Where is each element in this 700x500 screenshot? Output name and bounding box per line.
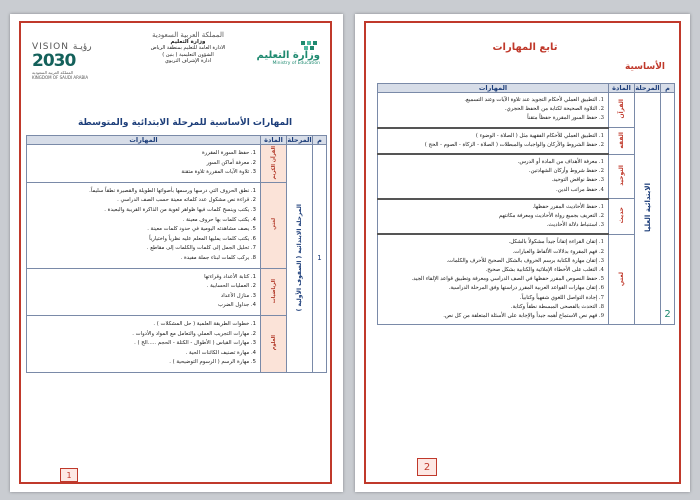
subject-cell: لغتي (261, 182, 287, 268)
subject-cell: لغتي (609, 234, 635, 324)
moe-logo: وزارة التعليم Ministry of Education (256, 50, 320, 66)
subject-cell: التوحيد (609, 154, 635, 199)
stage-cell: الابتدائية العليا (635, 93, 661, 325)
header-num: م (661, 84, 675, 93)
skills-table (26, 135, 327, 373)
skills-cell: 1. خطوات الطريقة العلمية ( حل المشكلات ) . 2. مهارات التجريب العملي والتعامل مع المواد والأدوات . 3. مهارات القياس ( الأطوال - الكتلة - الحجم .....الخ ) . 4. مهارة تصنيف الكائنات الحية . 5. مهارة الرسم ( الرسوم التوضيحية ) . (27, 315, 261, 372)
row-number: 2 (661, 93, 675, 325)
table-header-row (378, 84, 675, 93)
table-header-row (27, 136, 327, 145)
subject-cell: الفقه (609, 128, 635, 154)
header-subject: المادة (609, 84, 635, 93)
directorate-name: الادارة العامة للتعليم بمنطقة الرياض (150, 45, 226, 51)
header-skills: المهارات (378, 84, 609, 93)
table-row (378, 199, 675, 235)
supervision-name: ادارة الإشراف التربوي (164, 58, 212, 64)
header-skills: المهارات (27, 136, 261, 145)
page-number: 1 (60, 468, 78, 482)
table-row (27, 145, 327, 183)
skills-cell: 1. معرفة الأهداف من المادة أو الدرس. 2. حفظ شروط وأركان الشهادتين. 3. حفظ نواقض التوحيد. 4. حفظ مراتب الدين. (378, 154, 609, 199)
skills-cell: 1. إتقان القراءة إتقاناً جيداً مشكولاً بالشكل. 2. فهم المقروء بدلالات الألفاظ والعبارات. 3. إتقان مهارة الكتابة برسم الحروف بالشكل الصحيح للأحرف والكلمات. 4. التغلب على الأخطاء الإملائية والكتابية بشكل صحيح. 5. حفظ النصوص المقرر حفظها في الصف الدراسي ومعرفة وتطبيق قواعد الإلقاء الجيد. 6. إتقان مهارات القواعد العربية المقرر دراستها وفق المرحلة الدراسية. 7. إجادة التواصل اللغوي شفهياً وكتابياً. 8. التحدث بالفصحى المبسطة نطقاً وكتابة. 9. فهم نص الاستماع أهمه جيداً والإجابة على الأسئلة المتعلقة من كل نص. (378, 234, 609, 324)
affairs-name: الشؤون التعليمية ( بنين ) (162, 51, 214, 58)
table-row (27, 315, 327, 372)
subject-cell: القرآن (609, 93, 635, 128)
skills-cell: 1. حفظ السورة المقررة 2. معرفة أماكن السور 3. تلاوة الآيات المقررة تلاوة متقنة (27, 145, 261, 183)
page-number: 2 (417, 458, 437, 476)
page-title: المهارات الأساسية للمرحلة الابتدائية والمتوسطة (77, 118, 293, 128)
subject-cell: حديث (609, 199, 635, 235)
skills-cell: 1. حفظ الأحاديث المقرر حفظها. 2. التعريف بجميع رواة الأحاديث ومعرفة مكانتهم 3. استنباط دلالة الأحاديث. (378, 199, 609, 235)
ministry-name: وزارة التعليم (170, 38, 206, 45)
skills-table (377, 83, 675, 325)
skills-cell: 1. نطق الحروف التي درسها ورسمها بأصواتها الطويلة والقصيرة نطقاً سليماً. 2. قراءة نص مشكول عدد كلماته معينة حسب الصف الدراسي . 3. يكتب وينسخ كلمات فيها ظواهر لغوية من الذاكرة القريبة والبعيدة . 4. يكتب كلمات بها حروف معينة . 5. يصف مشاهدته اليومية في حدود كلمات معينة . 6. يكتب كلمات يمليها المعلم عليه نظرياً واختيارياً 7. تحليل الجمل إلى كلمات والكلمات إلى مقاطع . 8. يركب كلمات لبناء جملة مفيدة . (27, 182, 261, 268)
row-number: 1 (313, 145, 327, 373)
table-row (378, 234, 675, 324)
vision-2030-logo: VISION رؤيـة 2030 المملكة العربية السعودية KINGDOM OF SAUDI ARABIA (32, 42, 92, 80)
table-row (27, 182, 327, 268)
skills-cell: 1. التطبيق العملي لأحكام التجويد عند تلاوة الآيات وعند التسميع. 2. التلاوة الصحيحة لكتابة من الحفظ الحجري. 3. حفظ السور المقررة حفظاً متقناً (378, 93, 609, 128)
page-title: تابع المهارات (492, 42, 558, 53)
skills-cell: 1. كتابة الأعداد وقراءتها 2. العمليات الحسابية . 3. منازل الأعداد 4. جداول الضرب (27, 268, 261, 315)
kingdom-name: المملكة العربية السعودية (152, 31, 224, 39)
table-row (27, 268, 327, 315)
table-row (378, 154, 675, 199)
table-row (378, 128, 675, 154)
header-stage: المرحلة (635, 84, 660, 92)
document-page-1 (10, 14, 343, 492)
document-page-2 (355, 14, 690, 492)
subject-cell: القرآن الكريم (261, 145, 287, 183)
skills-cell: 1. التطبيق العملي للأحكام الفقهية مثل ( الصلاة - الوضوء ) 2. حفظ الشروط والأركان والواجبات والمبطلات ( الصلاة - الزكاة - الصوم - الحج ) (378, 128, 609, 154)
subject-cell: العلوم (261, 315, 287, 372)
page-subtitle: الأساسية (625, 62, 665, 72)
header-subject: المادة (261, 136, 287, 145)
header-stage: المرحلة (287, 136, 312, 144)
subject-cell: الرياضيات (261, 268, 287, 315)
table-row (378, 93, 675, 128)
ministry-header (148, 32, 228, 65)
header-num: م (313, 136, 327, 145)
stage-cell: المرحلة الابتدائية ( الصفوف الأولية ) (287, 145, 313, 373)
